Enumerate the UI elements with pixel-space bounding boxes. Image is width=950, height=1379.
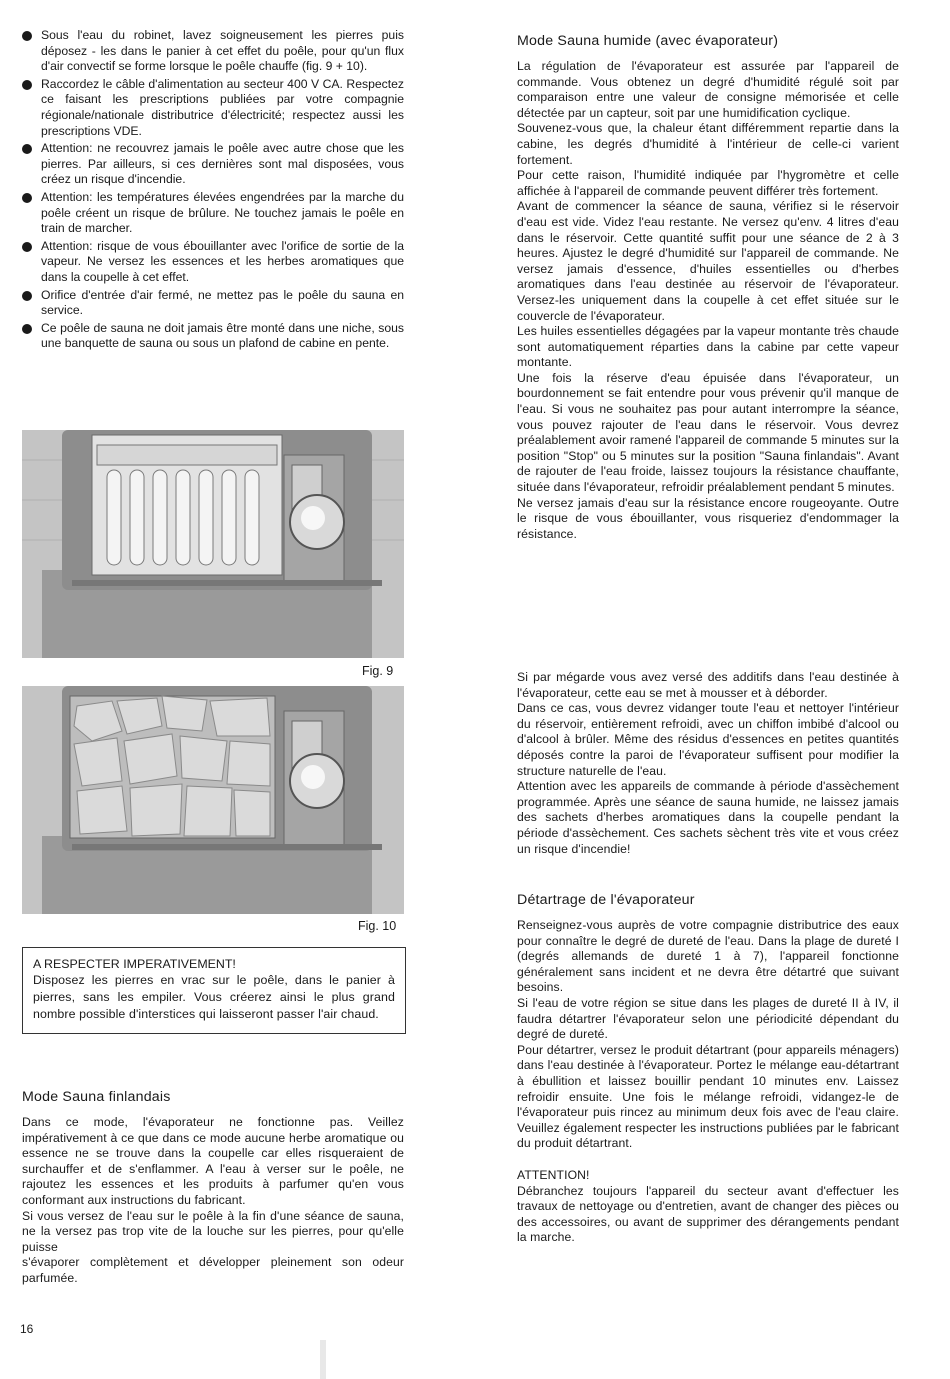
additives-section	[517, 670, 899, 857]
attention-title: ATTENTION!	[517, 1167, 590, 1182]
additives-paragraph: Dans ce cas, vous devrez vidanger toute l'eau et nettoyer l'intérieur du réservoir, entièrement refroidi, avec un chiffon imbibé d'alcool ou d'alcool à brûler. Même des résidus d'essences en petites quantités déposés contre la paroi de l'évaporateur suffisent pour modifier la structure naturelle de l'eau.	[517, 701, 899, 778]
page-edge-mark	[320, 1340, 326, 1379]
finnish-mode-title: Mode Sauna finlandais	[22, 1089, 171, 1105]
fig9-photo	[22, 430, 404, 658]
bullet-icon	[22, 31, 32, 41]
fig10-photo	[22, 686, 404, 914]
humid-mode-paragraph: Souvenez-vous que, la chaleur étant différemment repartie dans la cabine, les degrés d'humidité à l'intérieur de celle-ci varient fortement.	[517, 121, 899, 167]
humid-mode-paragraph: La régulation de l'évaporateur est assurée par l'appareil de commande. Vous obtenez un degré d'humidité régulé soit par comparaison entre une valeur de consigne mémorisée et celle détectée par un capteur, soit par une humidification cyclique.	[517, 59, 899, 120]
bullet-item	[22, 321, 404, 352]
bullet-text: Sous l'eau du robinet, lavez soigneusement les pierres puis déposez - les dans le panier à cet effet du poêle, pour qu'un flux d'air convectif se forme lorsque le poêle chauffe (fig. 9 + 10).	[41, 28, 404, 74]
safety-bullet-list	[22, 28, 404, 352]
finnish-mode-paragraph: Si vous versez de l'eau sur le poêle à la fin d'une séance de sauna, ne la versez pas trop vite de la louche sur les pierres, pour qu'elle puisse	[22, 1208, 404, 1254]
humid-mode-paragraph: Les huiles essentielles dégagées par la vapeur montante très chaude sont automatiquement réparties dans la cabine par cette vapeur montante.	[517, 324, 899, 370]
descaling-section	[517, 892, 899, 1246]
page-number: 16	[20, 1322, 34, 1336]
bullet-item	[22, 77, 404, 139]
bullet-text: Raccordez le câble d'alimentation au secteur 400 V CA. Respectez ce faisant les prescriptions publiées par votre compagnie régionale/nationale distributrice d'électricité; respectez aussi les prescriptions VDE.	[41, 76, 404, 138]
bullet-icon	[22, 193, 32, 203]
descaling-title: Détartrage de l'évaporateur	[517, 892, 695, 908]
bullet-item	[22, 239, 404, 286]
right-column	[517, 33, 899, 542]
humid-mode-paragraph: Une fois la réserve d'eau épuisée dans l'évaporateur, un bourdonnement se fait entendre pour vous prévenir qu'il manque de l'eau. Si vous ne souhaitez pas pour autant interrompre la séance, vous pouvez rajouter de l'eau dans le réservoir. Vous devrez préalablement avoir ramené l'appareil de commande 5 minutes sur la position "Stop" ou 5 minutes sur la position "Sauna finlandais". Avant de rajouter de l'eau froide, laissez toujours la résistance chauffante, située dans l'évaporateur, refroidir préalablement pendant 5 minutes.	[517, 370, 899, 495]
fig9-caption: Fig. 9	[362, 664, 394, 678]
descaling-paragraph: Pour détartrer, versez le produit détartrant (pour appareils ménagers) dans l'eau destinée à l'évaporateur. Portez le mélange eau-détartrant à ébullition et laissez bouillir pendant 10 minutes env. Laissez refroidir ensuite. Une fois le mélange refroidi, vidangez-le de l'évaporateur puis rincez au minimum deux fois avec de l'eau claire. Veuillez également respecter les instructions publiées par le fabricant du produit détartrant.	[517, 1042, 899, 1151]
bullet-item	[22, 288, 404, 319]
additives-paragraph: Si par mégarde vous avez versé des additifs dans l'eau destinée à l'évaporateur, cette eau se met à mousser et à déborder.	[517, 670, 899, 700]
attention-text: Débranchez toujours l'appareil du secteur avant d'effectuer les travaux de nettoyage ou d'entretien, avant de changer des pièces ou des accessoires, ou avant de supprimer des dérangements pendant la marche.	[517, 1183, 899, 1245]
bullet-item	[22, 190, 404, 237]
fig10-caption: Fig. 10	[358, 919, 397, 933]
bullet-icon	[22, 242, 32, 252]
bullet-item	[22, 141, 404, 188]
finnish-mode-paragraph: s'évaporer complètement et développer pleinement son odeur parfumée.	[22, 1255, 404, 1285]
notice-title: A RESPECTER IMPERATIVEMENT!	[33, 957, 236, 971]
bullet-icon	[22, 80, 32, 90]
bullet-text: Ce poêle de sauna ne doit jamais être monté dans une niche, sous une banquette de sauna ou sous un plafond de cabine en pente.	[41, 320, 404, 351]
notice-text: Disposez les pierres en vrac sur le poêle, dans le panier à pierres, sans les empiler. Vous créerez ainsi le plus grand nombre possible d'interstices qui laisseront passer l'air chaud.	[33, 973, 395, 1021]
humid-mode-title: Mode Sauna humide (avec évaporateur)	[517, 33, 779, 49]
important-notice-box	[22, 947, 406, 1034]
descaling-paragraph: Si l'eau de votre région se situe dans les plages de dureté II à IV, il faudra détartrer l'évaporateur selon une périodicité dépendant du degré de dureté.	[517, 995, 899, 1042]
finnish-mode-paragraph: Dans ce mode, l'évaporateur ne fonctionne pas. Veillez impérativement à ce que dans ce mode aucune herbe aromatique ou essence ne se trouve dans la coupelle car elles risqueraient de surchauffer et de s'enflammer. A l'eau à verser sur le poêle, ne rajoutez les essences et les produits à parfumer qu'en vous conformant aux instructions du fabricant.	[22, 1115, 404, 1207]
bullet-icon	[22, 144, 32, 154]
bullet-text: Attention: ne recouvrez jamais le poêle avec autre chose que les pierres. Par ailleurs, si ces dernières sont mal disposées, vous créez un risque d'incendie.	[41, 141, 404, 187]
bullet-item	[22, 28, 404, 75]
bullet-icon	[22, 291, 32, 301]
finnish-mode-section	[22, 1089, 404, 1287]
additives-paragraph: Attention avec les appareils de commande à période d'assèchement programmée. Après une séance de sauna humide, ne laissez jamais des sachets d'herbes aromatiques dans la coupelle pendant la période d'assèchement. Ces sachets sèchent très vite et vous créez un risque d'incendie!	[517, 779, 899, 856]
bullet-icon	[22, 324, 32, 334]
bullet-text: Attention: risque de vous ébouillanter avec l'orifice de sortie de la vapeur. Ne versez les essences et les herbes aromatiques que dans la coupelle à cet effet.	[41, 238, 404, 284]
descaling-paragraph: Renseignez-vous auprès de votre compagnie distributrice des eaux pour connaître le degré de dureté de l'eau. Dans la plage de dureté I (degrés allemands de dureté 1 à 7), l'appareil fonctionne généralement sans incident et ne devra être détartré que suivant besoins.	[517, 918, 899, 995]
left-column	[22, 28, 404, 354]
humid-mode-paragraph: Ne versez jamais d'eau sur la résistance encore rougeoyante. Outre le risque de vous ébouillanter, vous risqueriez d'endommager la résistance.	[517, 495, 899, 541]
humid-mode-paragraph: Pour cette raison, l'humidité indiquée par l'hygromètre et celle affichée à l'appareil de commande peuvent différer très fortement.	[517, 168, 899, 198]
bullet-text: Orifice d'entrée d'air fermé, ne mettez pas le poêle du sauna en service.	[41, 287, 404, 318]
humid-mode-paragraph: Avant de commencer la séance de sauna, vérifiez si le réservoir d'eau est vide. Videz l'eau restante. Ne versez qu'env. 4 litres d'eau dans le réservoir. Cette quantité suffit pour une séance de 2 à 3 heures. Ajustez le degré d'humidité sur l'appareil de commande. Ne versez jamais d'essence, d'huiles essentielles ou d'herbes aromatiques dans l'eau destinée au réservoir de l'évaporateur. Versez-les uniquement dans la coupelle à cet effet située sur le couvercle de l'évaporateur.	[517, 199, 899, 323]
bullet-text: Attention: les températures élevées engendrées par la marche du poêle créent un risque de brûlure. Ne touchez jamais le poêle en train de marcher.	[41, 189, 404, 236]
